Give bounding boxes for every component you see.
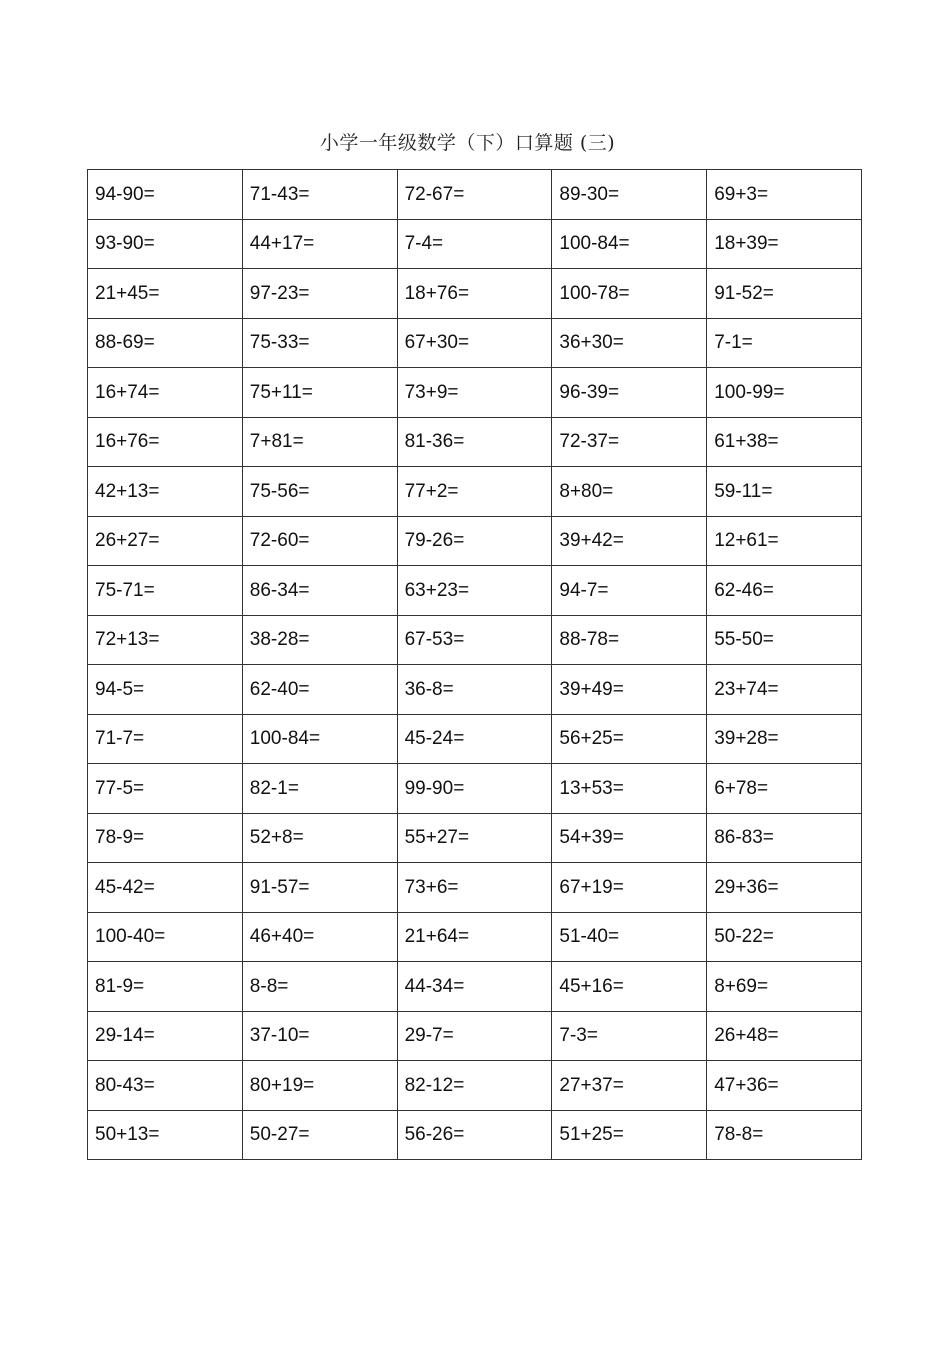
problem-cell: 51-40= <box>552 912 707 962</box>
problem-cell: 29+36= <box>707 863 862 913</box>
problem-cell: 13+53= <box>552 764 707 814</box>
problem-cell: 44+17= <box>242 219 397 269</box>
problem-cell: 71-43= <box>242 170 397 220</box>
problem-cell: 67-53= <box>397 615 552 665</box>
problem-cell: 8-8= <box>242 962 397 1012</box>
problem-row <box>88 516 862 566</box>
problem-cell: 56+25= <box>552 714 707 764</box>
problem-cell: 55-50= <box>707 615 862 665</box>
problem-cell: 71-7= <box>88 714 243 764</box>
problem-cell: 45+16= <box>552 962 707 1012</box>
problem-grid <box>87 169 862 1160</box>
problem-cell: 8+80= <box>552 467 707 517</box>
problem-cell: 88-78= <box>552 615 707 665</box>
problem-cell: 61+38= <box>707 417 862 467</box>
problem-cell: 81-9= <box>88 962 243 1012</box>
problem-cell: 75-56= <box>242 467 397 517</box>
problem-cell: 94-7= <box>552 566 707 616</box>
problem-cell: 86-34= <box>242 566 397 616</box>
problem-cell: 100-78= <box>552 269 707 319</box>
problem-cell: 82-1= <box>242 764 397 814</box>
problem-cell: 27+37= <box>552 1061 707 1111</box>
problem-row <box>88 566 862 616</box>
problem-cell: 59-11= <box>707 467 862 517</box>
problem-cell: 45-24= <box>397 714 552 764</box>
problem-cell: 72-60= <box>242 516 397 566</box>
problem-row <box>88 219 862 269</box>
problem-cell: 93-90= <box>88 219 243 269</box>
problem-cell: 77+2= <box>397 467 552 517</box>
problem-cell: 56-26= <box>397 1110 552 1160</box>
problem-cell: 23+74= <box>707 665 862 715</box>
problem-cell: 94-90= <box>88 170 243 220</box>
problem-cell: 7-3= <box>552 1011 707 1061</box>
problem-cell: 6+78= <box>707 764 862 814</box>
problem-cell: 91-52= <box>707 269 862 319</box>
problem-cell: 39+49= <box>552 665 707 715</box>
problem-cell: 99-90= <box>397 764 552 814</box>
problem-row <box>88 764 862 814</box>
problem-row <box>88 863 862 913</box>
problem-row <box>88 417 862 467</box>
problem-cell: 36-8= <box>397 665 552 715</box>
problem-cell: 45-42= <box>88 863 243 913</box>
problem-row <box>88 368 862 418</box>
problem-cell: 67+19= <box>552 863 707 913</box>
problem-cell: 36+30= <box>552 318 707 368</box>
problem-cell: 54+39= <box>552 813 707 863</box>
problem-cell: 75-71= <box>88 566 243 616</box>
problem-cell: 8+69= <box>707 962 862 1012</box>
page-title: 小学一年级数学（下）口算题 (三) <box>319 132 616 154</box>
problem-grid-body <box>88 170 862 1160</box>
problem-cell: 7-4= <box>397 219 552 269</box>
problem-row <box>88 665 862 715</box>
problem-row <box>88 912 862 962</box>
problem-cell: 16+74= <box>88 368 243 418</box>
problem-cell: 21+64= <box>397 912 552 962</box>
problem-cell: 62-40= <box>242 665 397 715</box>
problem-cell: 50+13= <box>88 1110 243 1160</box>
problem-cell: 91-57= <box>242 863 397 913</box>
problem-cell: 69+3= <box>707 170 862 220</box>
problem-cell: 80-43= <box>88 1061 243 1111</box>
problem-cell: 78-9= <box>88 813 243 863</box>
problem-cell: 42+13= <box>88 467 243 517</box>
problem-cell: 12+61= <box>707 516 862 566</box>
problem-cell: 77-5= <box>88 764 243 814</box>
problem-cell: 67+30= <box>397 318 552 368</box>
problem-cell: 7+81= <box>242 417 397 467</box>
problem-cell: 73+6= <box>397 863 552 913</box>
problem-cell: 55+27= <box>397 813 552 863</box>
problem-row <box>88 1061 862 1111</box>
problem-row <box>88 1110 862 1160</box>
problem-cell: 100-84= <box>242 714 397 764</box>
problem-cell: 38-28= <box>242 615 397 665</box>
problem-cell: 100-40= <box>88 912 243 962</box>
problem-row <box>88 813 862 863</box>
problem-cell: 96-39= <box>552 368 707 418</box>
problem-cell: 100-99= <box>707 368 862 418</box>
problem-cell: 16+76= <box>88 417 243 467</box>
problem-cell: 50-27= <box>242 1110 397 1160</box>
problem-cell: 100-84= <box>552 219 707 269</box>
problem-cell: 18+39= <box>707 219 862 269</box>
problem-cell: 82-12= <box>397 1061 552 1111</box>
problem-cell: 81-36= <box>397 417 552 467</box>
problem-cell: 47+36= <box>707 1061 862 1111</box>
problem-cell: 26+48= <box>707 1011 862 1061</box>
problem-row <box>88 467 862 517</box>
problem-cell: 88-69= <box>88 318 243 368</box>
problem-cell: 79-26= <box>397 516 552 566</box>
problem-cell: 52+8= <box>242 813 397 863</box>
problem-cell: 46+40= <box>242 912 397 962</box>
problem-cell: 7-1= <box>707 318 862 368</box>
problem-row <box>88 962 862 1012</box>
problem-row <box>88 1011 862 1061</box>
problem-cell: 97-23= <box>242 269 397 319</box>
problem-row <box>88 615 862 665</box>
problem-cell: 72-67= <box>397 170 552 220</box>
problem-cell: 63+23= <box>397 566 552 616</box>
problem-row <box>88 170 862 220</box>
problem-cell: 21+45= <box>88 269 243 319</box>
problem-cell: 94-5= <box>88 665 243 715</box>
problem-cell: 89-30= <box>552 170 707 220</box>
problem-cell: 72-37= <box>552 417 707 467</box>
problem-cell: 78-8= <box>707 1110 862 1160</box>
problem-cell: 86-83= <box>707 813 862 863</box>
problem-cell: 73+9= <box>397 368 552 418</box>
problem-cell: 75+11= <box>242 368 397 418</box>
problem-cell: 39+42= <box>552 516 707 566</box>
problem-cell: 29-7= <box>397 1011 552 1061</box>
problem-cell: 72+13= <box>88 615 243 665</box>
problem-cell: 37-10= <box>242 1011 397 1061</box>
problem-row <box>88 269 862 319</box>
problem-cell: 26+27= <box>88 516 243 566</box>
problem-cell: 44-34= <box>397 962 552 1012</box>
problem-cell: 50-22= <box>707 912 862 962</box>
problem-cell: 51+25= <box>552 1110 707 1160</box>
problem-row <box>88 714 862 764</box>
problem-cell: 39+28= <box>707 714 862 764</box>
problem-cell: 80+19= <box>242 1061 397 1111</box>
problem-cell: 18+76= <box>397 269 552 319</box>
problem-cell: 75-33= <box>242 318 397 368</box>
problem-row <box>88 318 862 368</box>
problem-cell: 29-14= <box>88 1011 243 1061</box>
problem-cell: 62-46= <box>707 566 862 616</box>
